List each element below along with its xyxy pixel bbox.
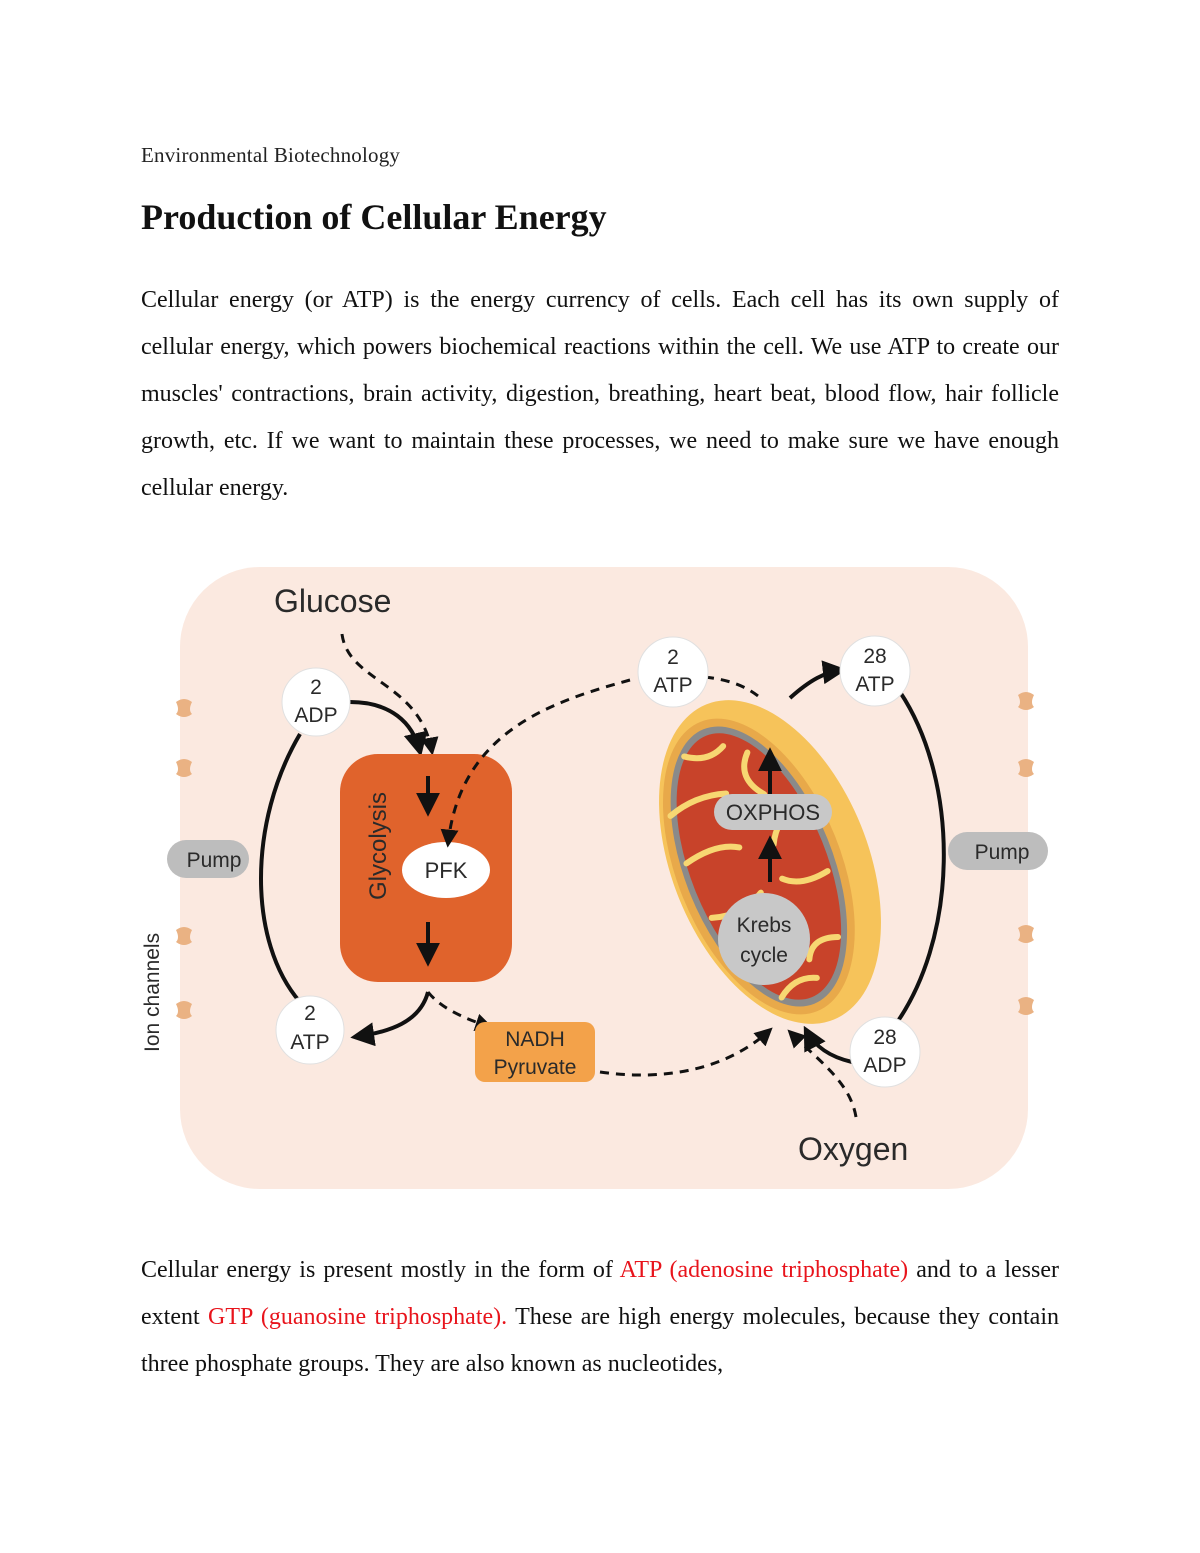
svg-text:ADP: ADP bbox=[294, 704, 338, 727]
adp-node-right bbox=[850, 1017, 920, 1087]
page-title: Production of Cellular Energy bbox=[141, 197, 607, 237]
para2-text-2: and to a lesser extent bbox=[141, 1257, 1059, 1330]
cellular-energy-diagram bbox=[130, 562, 1070, 1192]
pfk-label: PFK bbox=[424, 858, 468, 883]
svg-text:28: 28 bbox=[863, 645, 887, 668]
krebs-label-line1: Krebs bbox=[736, 914, 792, 937]
svg-text:Pump: Pump bbox=[974, 841, 1030, 864]
krebs-label-line2: cycle bbox=[740, 944, 788, 967]
document-header: Environmental Biotechnology bbox=[141, 143, 401, 167]
svg-text:ADP: ADP bbox=[863, 1054, 907, 1077]
svg-text:2: 2 bbox=[310, 676, 322, 699]
atp-node-right bbox=[840, 636, 910, 706]
glycolysis-label: Glycolysis bbox=[365, 791, 392, 900]
atp-node-left bbox=[276, 996, 344, 1064]
pump-right bbox=[948, 832, 1048, 870]
adp-node-left bbox=[282, 668, 350, 736]
pyruvate-label: Pyruvate bbox=[493, 1056, 577, 1079]
diagram-svg bbox=[130, 562, 1070, 1192]
svg-text:28: 28 bbox=[873, 1026, 897, 1049]
para2-text-3: These are high energy molecules, because they contain three phosphate groups. They are also known as nucleotides, bbox=[141, 1304, 1059, 1377]
nadh-label: NADH bbox=[505, 1028, 565, 1051]
oxphos-label: OXPHOS bbox=[725, 800, 821, 825]
atp-node-top bbox=[638, 637, 708, 707]
oxygen-label: Oxygen bbox=[798, 1131, 909, 1167]
gtp-highlight: GTP (guanosine triphosphate). bbox=[208, 1304, 508, 1330]
svg-text:ATP: ATP bbox=[855, 673, 895, 696]
krebs-cycle-node bbox=[718, 893, 810, 985]
svg-text:ATP: ATP bbox=[290, 1031, 330, 1054]
atp-highlight: ATP (adenosine triphosphate) bbox=[619, 1257, 909, 1283]
svg-text:ATP: ATP bbox=[653, 674, 693, 697]
svg-text:2: 2 bbox=[304, 1002, 316, 1025]
para2-text-1: Cellular energy is present mostly in the form of bbox=[141, 1257, 620, 1283]
glucose-label: Glucose bbox=[274, 583, 392, 619]
svg-text:2: 2 bbox=[667, 646, 679, 669]
nucleotide-paragraph bbox=[141, 1247, 1059, 1388]
pump-left bbox=[167, 840, 249, 878]
ion-channels-label: Ion channels bbox=[141, 932, 164, 1052]
intro-paragraph: Cellular energy (or ATP) is the energy currency of cells. Each cell has its own supply of cellular energy, which powers biochemical reactions within the cell. We use ATP to create our muscles' contractions, brain activity, digestion, breathing, heart beat, blood flow, hair follicle growth, etc. If we want to maintain these processes, we need to make sure we have enough cellular energy. bbox=[141, 287, 1059, 501]
svg-text:Pump: Pump bbox=[186, 849, 242, 872]
